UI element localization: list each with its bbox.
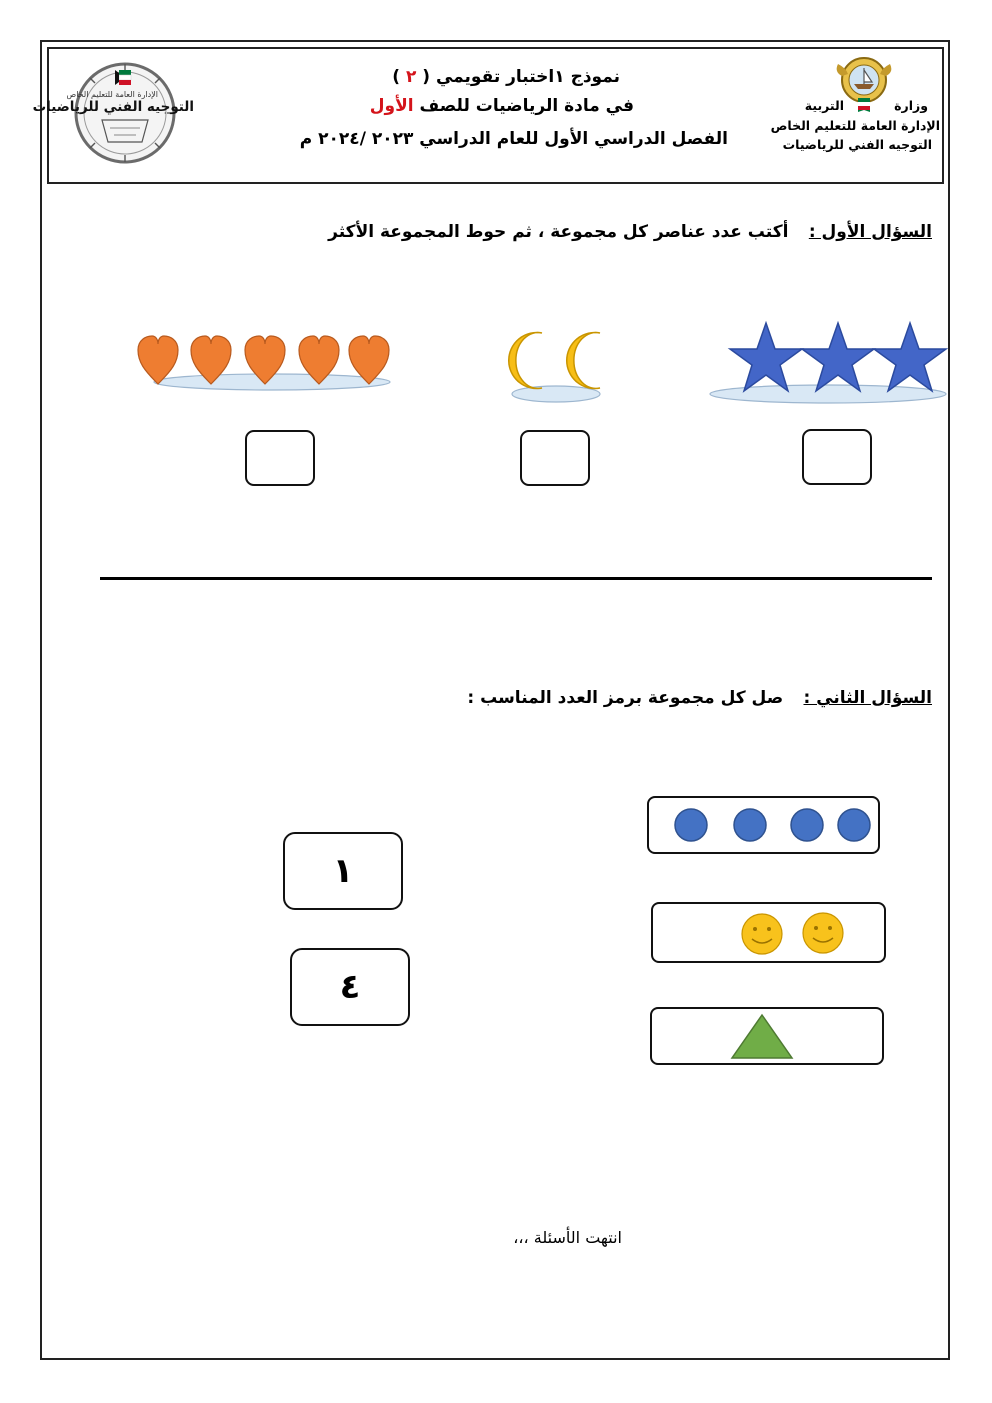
- heart-icon: [138, 336, 178, 384]
- ministry-line-2: الإدارة العامة للتعليم الخاص: [770, 118, 940, 133]
- group-box-circles[interactable]: [647, 796, 880, 854]
- heart-group: [136, 334, 396, 394]
- title-prefix: نموذج ١اختبار تقويمي (: [422, 67, 620, 87]
- subject-prefix: في مادة الرياضيات للصف: [419, 96, 634, 116]
- question1-heading: [328, 222, 932, 242]
- circle-icon: [838, 809, 870, 841]
- title-suffix: ): [392, 67, 401, 87]
- term-line: الفصل الدراسي الأول للعام الدراسي ٢٠٢٣ /٢٠٢٤ م: [299, 129, 728, 149]
- answer-box-hearts[interactable]: [245, 430, 315, 486]
- circle-icon: [791, 809, 823, 841]
- logo-left-main-text: التوجيه الفني للرياضيات: [32, 99, 194, 115]
- number-box-1[interactable]: ١: [283, 832, 403, 910]
- ministry-word-1: وزارة: [894, 98, 928, 113]
- star-icon: [730, 323, 802, 391]
- triangle-icon: [732, 1015, 792, 1058]
- answer-box-stars[interactable]: [802, 429, 872, 485]
- smiley-icon: [742, 914, 782, 954]
- moon-icon: [567, 333, 600, 389]
- title-number: ٢: [405, 67, 417, 87]
- answer-box-moons[interactable]: [520, 430, 590, 486]
- question1-text: أكتب عدد عناصر كل مجموعة ، ثم حوط المجموعة الأكثر: [328, 222, 789, 242]
- number-box-4[interactable]: ٤: [290, 948, 410, 1026]
- star-group: [708, 318, 948, 408]
- subject-line: [370, 96, 634, 116]
- moon-icon: [509, 333, 542, 389]
- kuwait-emblem-icon: [834, 54, 894, 114]
- star-icon: [802, 323, 874, 391]
- grade-word: الأول: [369, 96, 414, 116]
- ending-text: انتهت الأسئلة ،،،: [513, 1228, 622, 1247]
- circle-icon: [734, 809, 766, 841]
- ministry-word-2: التربية: [804, 98, 844, 113]
- group-box-triangle[interactable]: [650, 1007, 884, 1065]
- question1-label: السؤال الأول :: [808, 222, 932, 242]
- exam-title: [392, 67, 620, 87]
- moon-group: [500, 328, 610, 408]
- question2-text: صل كل مجموعة برمز العدد المناسب :: [467, 688, 784, 708]
- ministry-line-3: التوجيه الفني للرياضيات: [782, 137, 932, 152]
- star-icon: [874, 323, 946, 391]
- smiley-icon: [803, 913, 843, 953]
- logo-left-top-text: الإدارة العامة للتعليم الخاص: [66, 90, 158, 99]
- question2-heading: [467, 688, 932, 708]
- circle-icon: [675, 809, 707, 841]
- section-divider: [100, 577, 932, 580]
- group-box-smileys[interactable]: [651, 902, 886, 963]
- question2-label: السؤال الثاني :: [803, 688, 932, 708]
